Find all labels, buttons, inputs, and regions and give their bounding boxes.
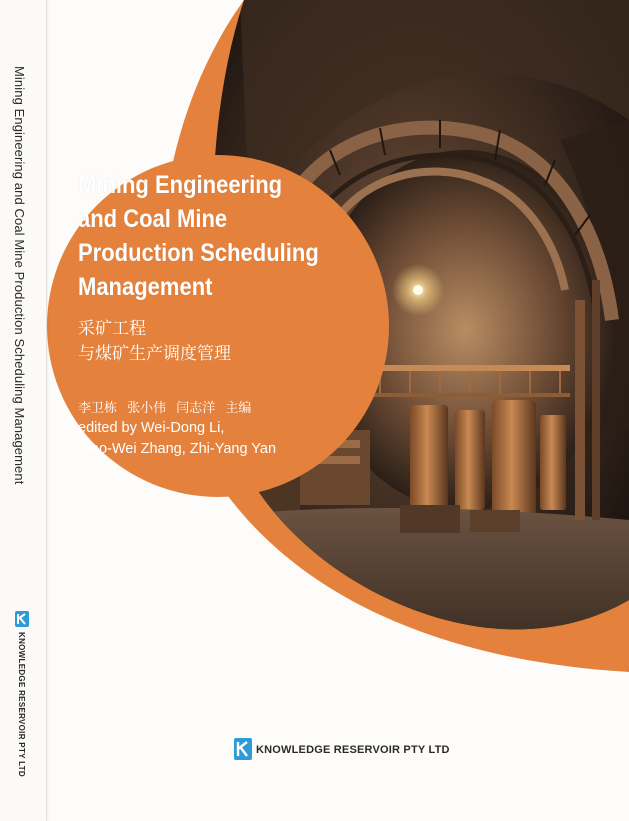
spine-title: Mining Engineering and Coal Mine Production Scheduling Management [12, 66, 27, 485]
title-line: Production Scheduling [78, 239, 319, 267]
book-title-chinese [78, 317, 231, 367]
editors-line: edited by Wei-Dong Li, [78, 420, 225, 436]
book-title-english [78, 168, 319, 304]
k-logo-icon [234, 738, 252, 760]
editors-chinese: 李卫栋 张小伟 闫志洋 主编 [78, 401, 252, 416]
title-line: Mining Engineering [78, 171, 283, 199]
editors-english [78, 418, 276, 460]
editors-line: Xiao-Wei Zhang, Zhi-Yang Yan [78, 441, 277, 457]
spine-publisher: KNOWLEDGE RESERVOIR PTY LTD [17, 632, 26, 778]
k-logo-icon [15, 611, 29, 627]
title-zh-line: 与煤矿生产调度管理 [78, 344, 231, 364]
book-spine [0, 0, 47, 821]
title-zh-line: 采矿工程 [78, 319, 146, 339]
title-line: Management [78, 273, 213, 301]
publisher-name: KNOWLEDGE RESERVOIR PTY LTD [256, 744, 450, 756]
title-line: and Coal Mine [78, 205, 228, 233]
